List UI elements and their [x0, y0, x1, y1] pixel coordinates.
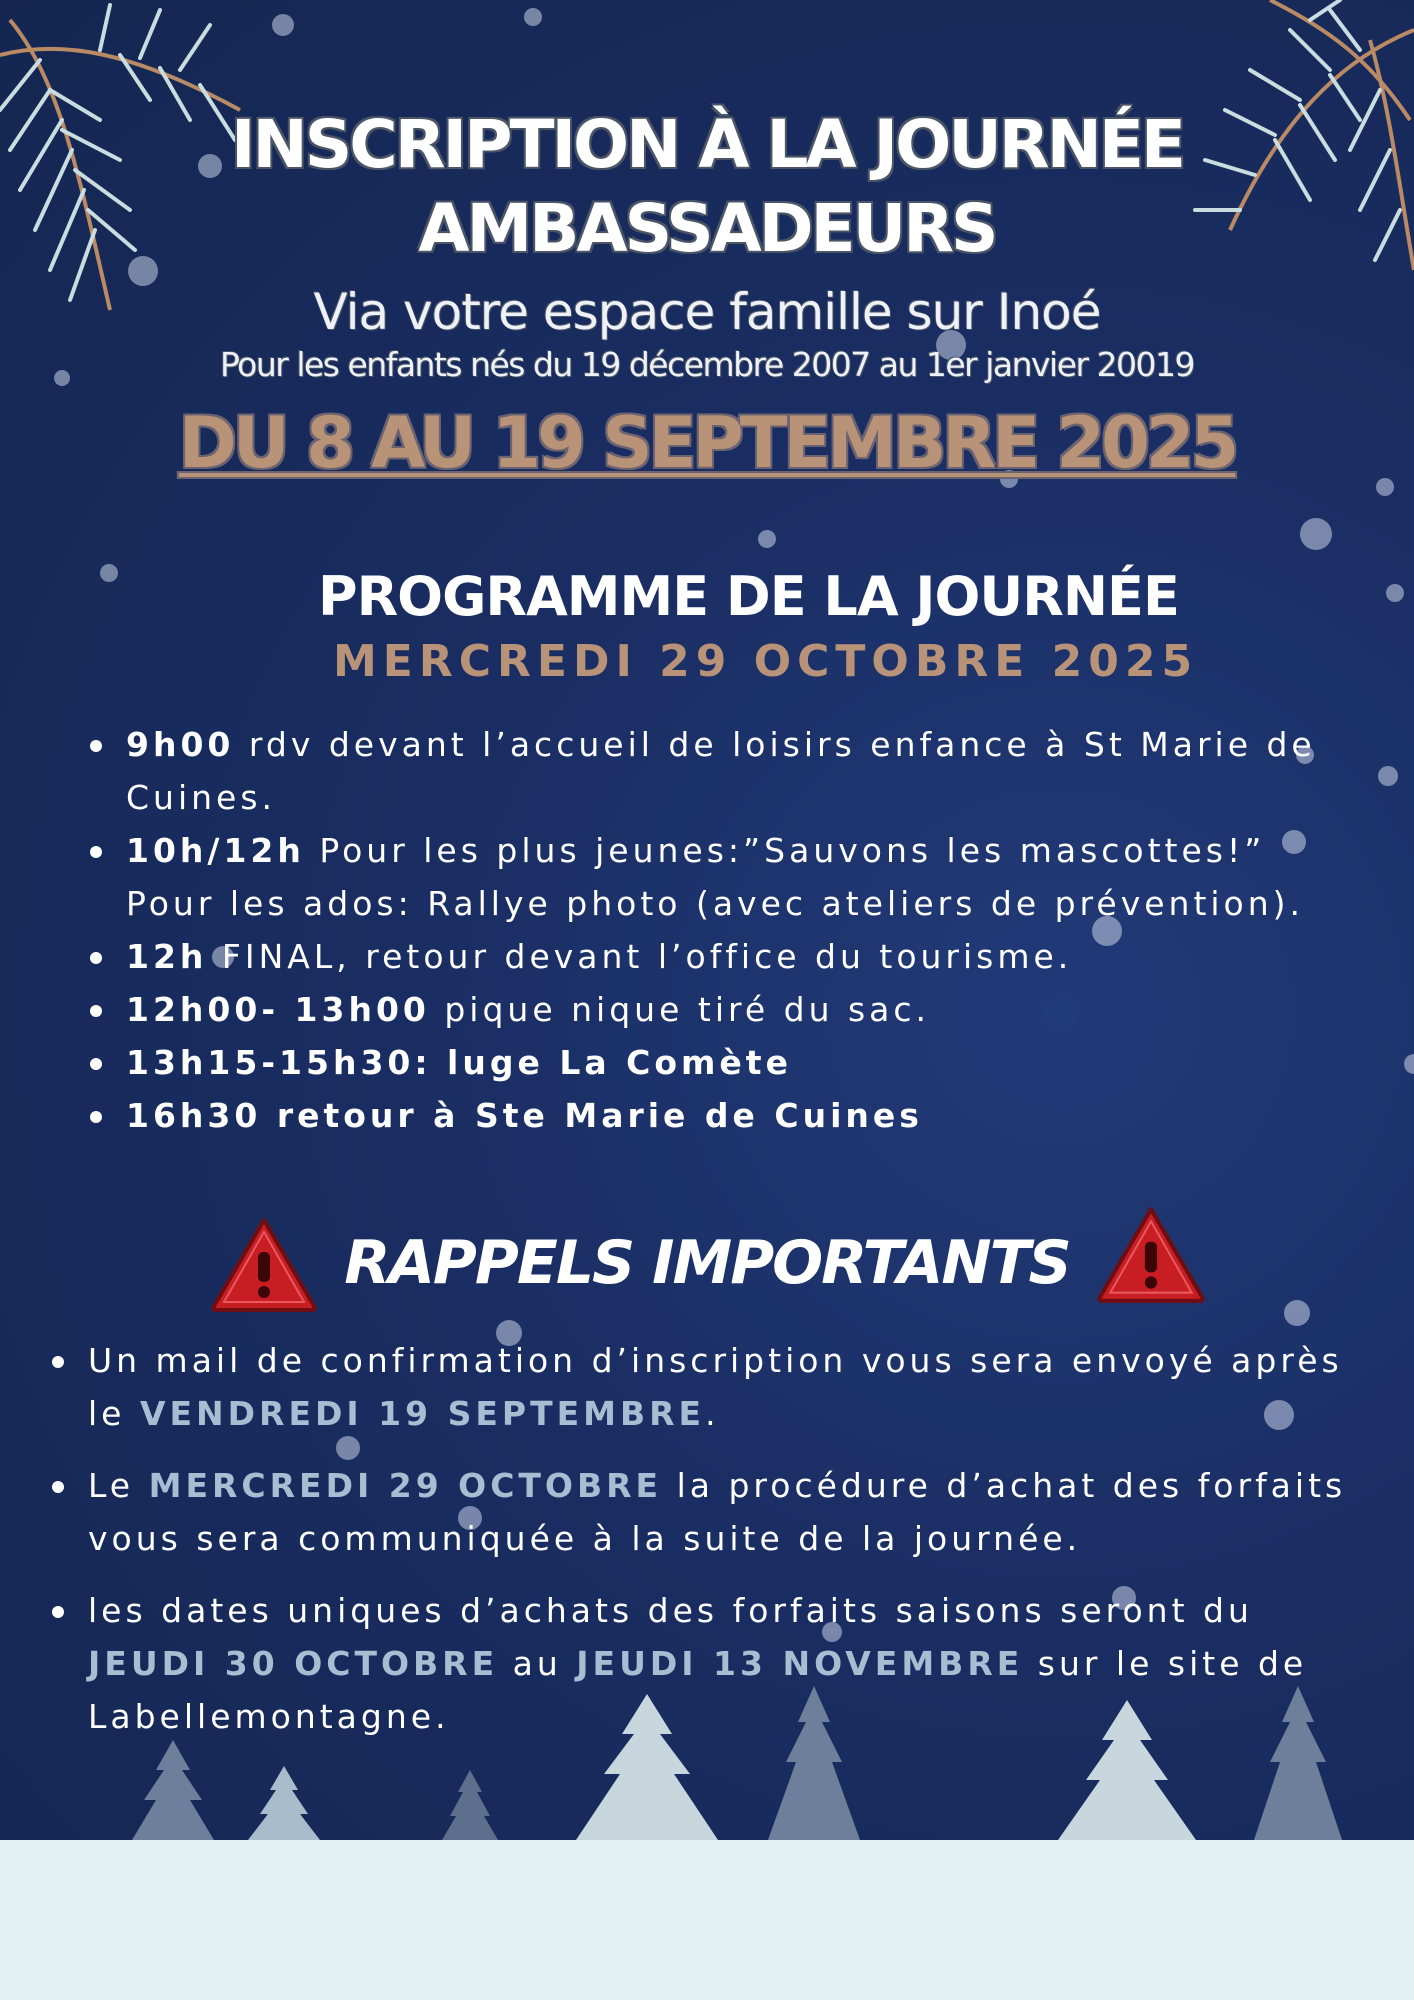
snow-dot [1386, 584, 1404, 602]
snow-dot [758, 530, 776, 548]
schedule-time: 13h15-15h30: luge La Comète [126, 1043, 792, 1082]
schedule-list [86, 718, 1356, 1142]
schedule-item [86, 930, 1356, 983]
snow-dot [1404, 1054, 1414, 1074]
pine-tree-icon [440, 1770, 500, 1840]
reminder-date: JEUDI 13 NOVEMBRE [576, 1644, 1024, 1683]
schedule-item [86, 1036, 1356, 1089]
reminder-item [48, 1334, 1378, 1440]
snow-dot [272, 14, 294, 36]
pine-tree-icon [764, 1686, 864, 1840]
schedule-text: rdv devant l’accueil de loisirs enfance à St Marie de Cuines. [126, 725, 1316, 817]
title-line-1: INSCRIPTION À LA JOURNÉE [230, 106, 1184, 183]
reminder-text: Le [88, 1466, 149, 1505]
snow-dot [1378, 766, 1398, 786]
schedule-text: Pour les plus jeunes:”Sauvons les mascottes!” Pour les ados: Rallye photo (avec ateliers de prévention). [126, 831, 1305, 923]
reminder-text: au [498, 1644, 577, 1683]
reminder-date: JEUDI 30 OCTOBRE [88, 1644, 499, 1683]
subtitle: Via votre espace famille sur Inoé [313, 283, 1101, 341]
pine-tree-icon [244, 1766, 324, 1840]
registration-dates: DU 8 AU 19 SEPTEMBRE 2025 [178, 402, 1236, 484]
schedule-time: 10h/12h [126, 831, 305, 870]
snow-dot [100, 564, 118, 582]
reminder-text: les dates uniques d’achats des forfaits saisons seront du [88, 1591, 1253, 1630]
reminder-text: sur le site de Labellemontagne. [88, 1644, 1308, 1736]
reminder-date: MERCREDI 29 OCTOBRE [148, 1466, 663, 1505]
schedule-item [86, 824, 1356, 930]
snow-dot [524, 8, 542, 26]
schedule-time: 12h00- 13h00 [126, 990, 430, 1029]
schedule-item [86, 983, 1356, 1036]
reminders-title: RAPPELS IMPORTANTS [344, 1228, 1070, 1298]
schedule-text: FINAL, retour devant l’office du tourisme. [207, 937, 1073, 976]
program-date: MERCREDI 29 OCTOBRE 2025 [333, 636, 1199, 687]
reminder-text: Un mail de confirmation d’inscription vous sera envoyé après le [88, 1341, 1343, 1433]
reminder-date: VENDREDI 19 SEPTEMBRE [139, 1394, 706, 1433]
schedule-item [86, 1089, 1356, 1142]
reminder-text: . [705, 1394, 720, 1433]
warning-icon [1094, 1202, 1208, 1306]
schedule-time: 16h30 retour à Ste Marie de Cuines [126, 1096, 923, 1135]
schedule-time: 12h [126, 937, 208, 976]
program-title: PROGRAMME DE LA JOURNÉE [318, 565, 1179, 628]
schedule-time: 9h00 [126, 725, 235, 764]
schedule-text: pique nique tiré du sac. [429, 990, 931, 1029]
pine-tree-icon [1250, 1686, 1346, 1840]
pine-tree-icon [572, 1694, 722, 1840]
title-line-2: AMBASSADEURS [418, 190, 996, 267]
snow-dot [1300, 518, 1332, 550]
pine-tree-icon [128, 1740, 218, 1840]
schedule-item [86, 718, 1356, 824]
birthdates-text: Pour les enfants nés du 19 décembre 2007 au 1er janvier 20019 [219, 345, 1195, 384]
pine-tree-icon [1054, 1700, 1200, 1840]
reminders-heading-row [0, 1198, 1414, 1318]
footer-band [0, 1840, 1414, 2000]
reminder-item [48, 1459, 1378, 1565]
reminder-text: la procédure d’achat des forfaits vous sera communiquée à la suite de la journée. [88, 1466, 1347, 1558]
